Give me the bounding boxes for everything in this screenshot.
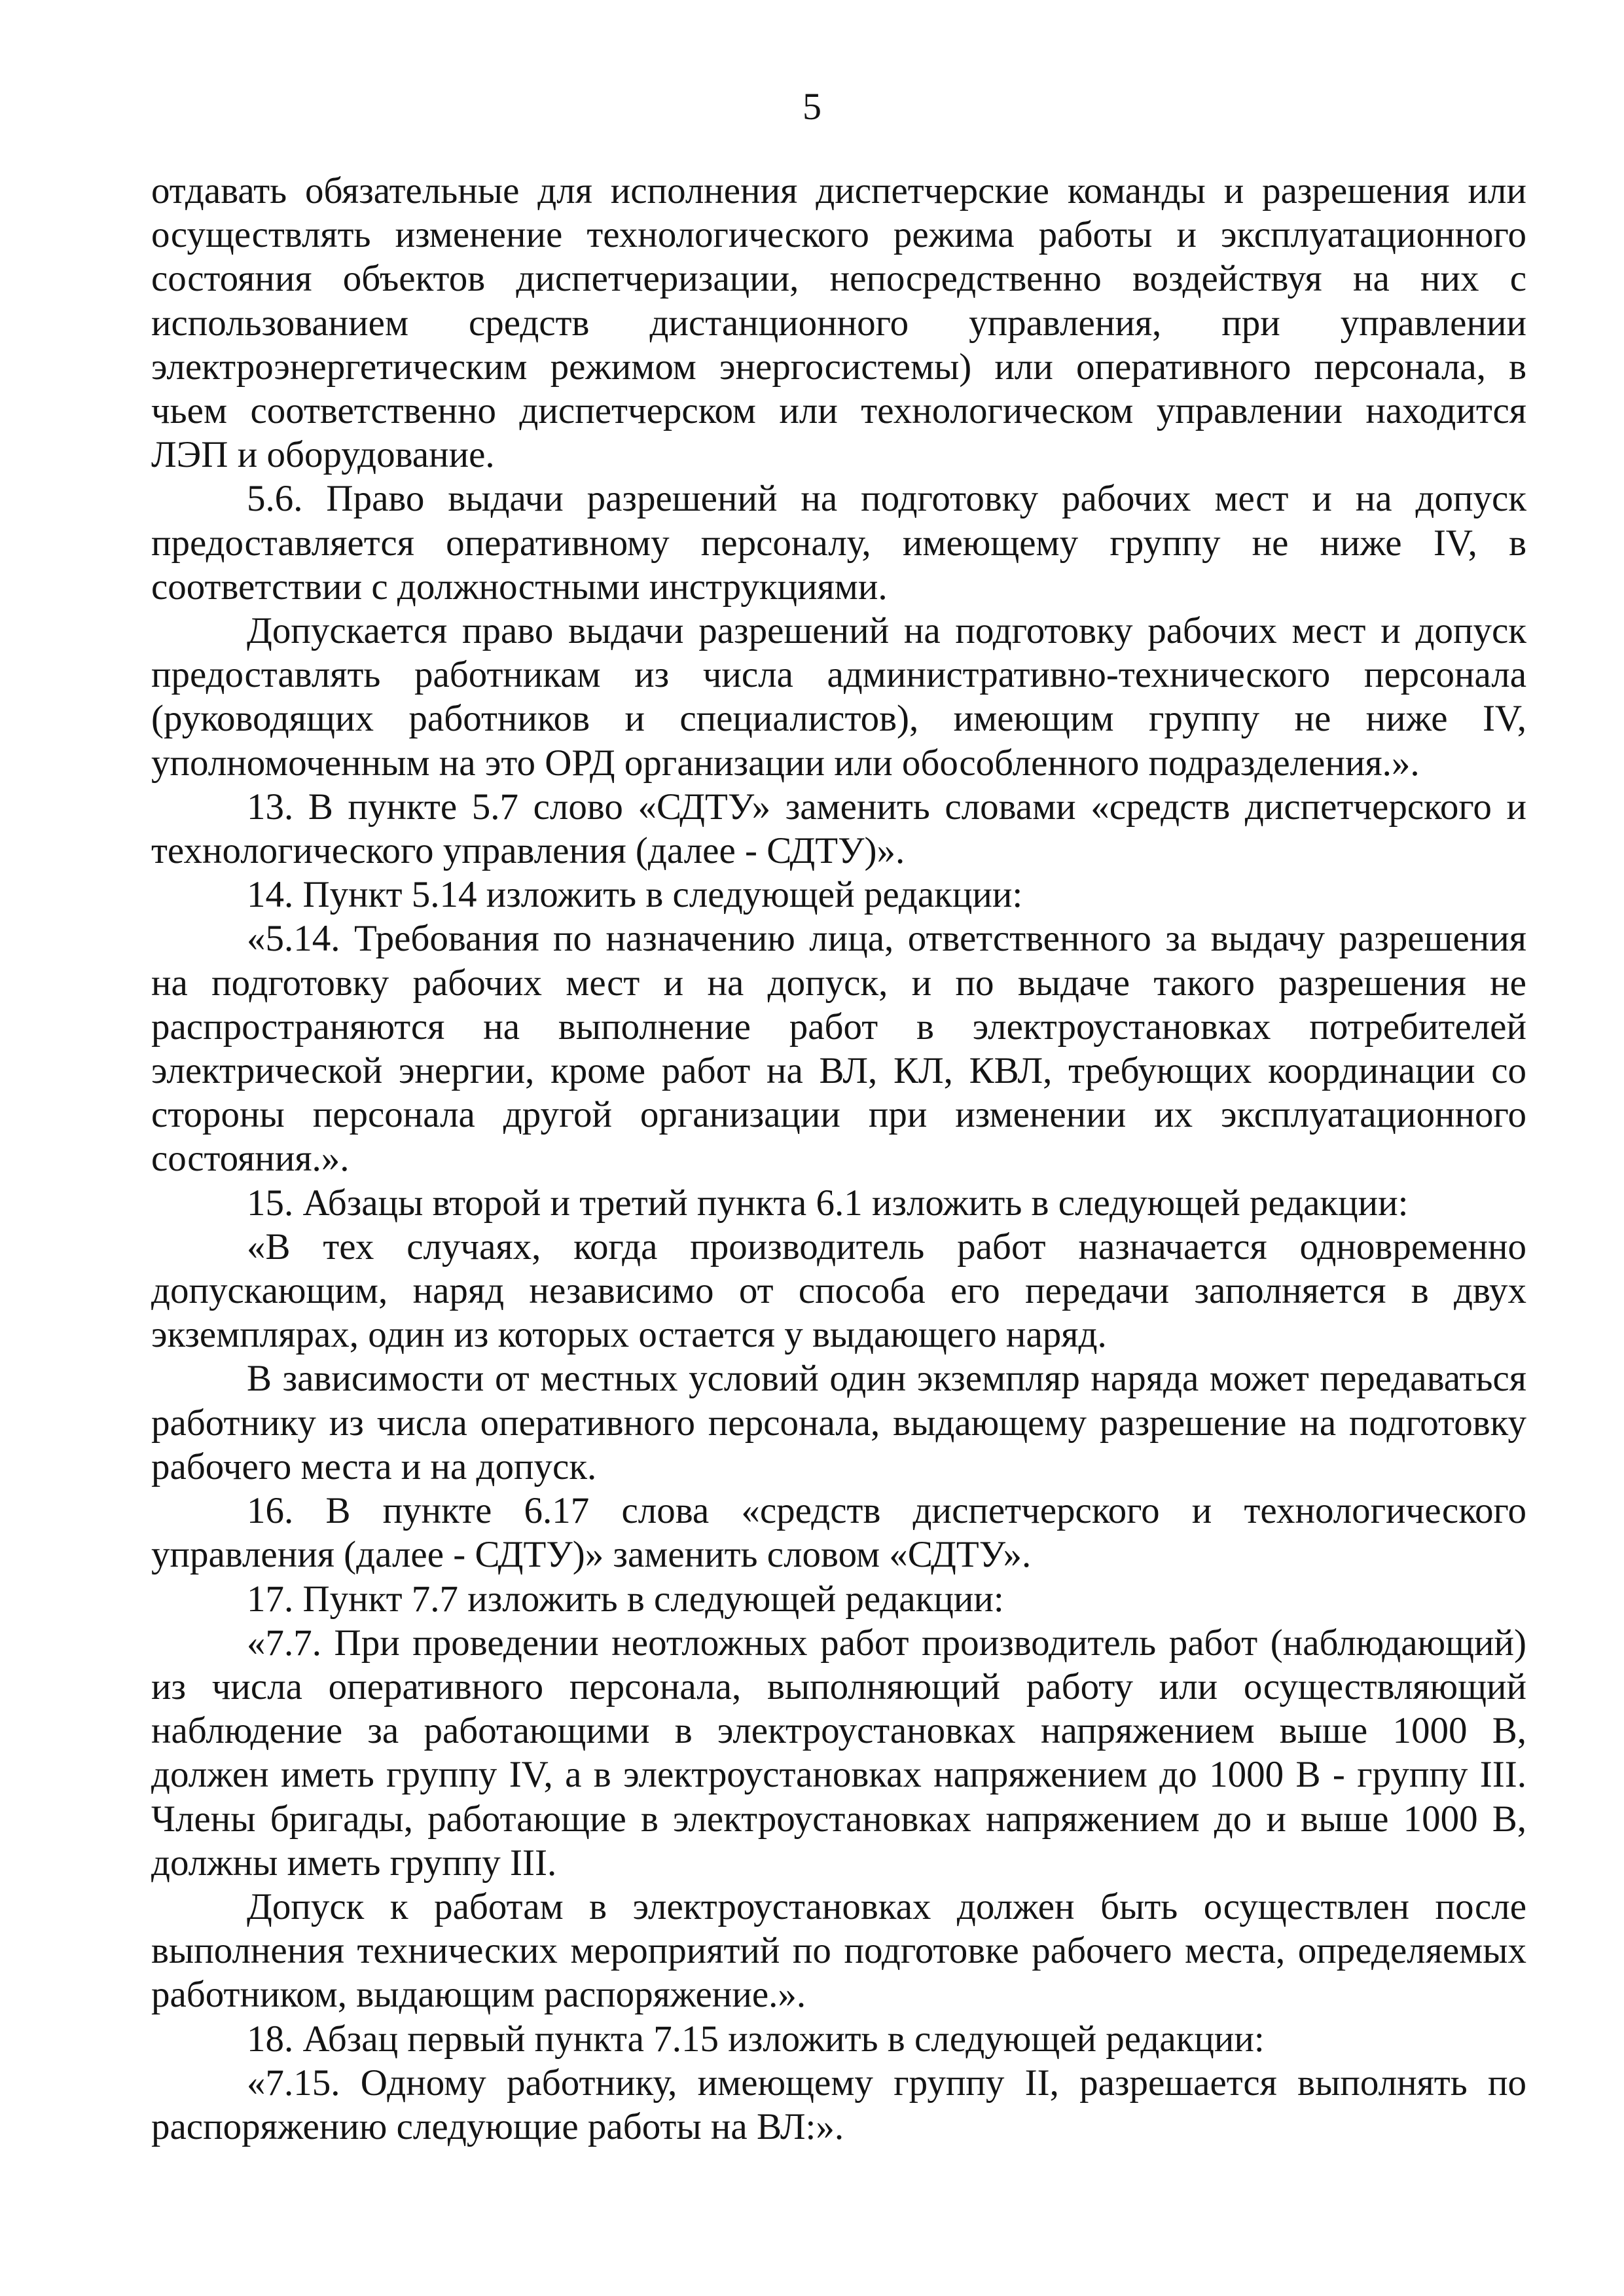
paragraph-7-7-admission: Допуск к работам в электроустановках должен быть осуществлен после выполнения технических мероприятий по подготовке рабочего места, определяемых работником, выдающим распоряжение.». (151, 1886, 1526, 2016)
paragraph-7-7: «7.7. При проведении неотложных работ производитель работ (наблюдающий) из числа оперативного персонала, выполняющий работу или осуществляющий наблюдение за работающими в электроустановках напряжением выше 1000 В, должен иметь группу IV, а в электроустановках напряжением до 1000 В - группу III. Члены бригады, работающие в электроустановках напряжением до и выше 1000 В, должны иметь группу III. (151, 1622, 1526, 1884)
paragraph-item-16: 16. В пункте 6.17 слова «средств диспетчерского и технологического управления (далее - СДТУ)» заменить словом «СДТУ». (151, 1490, 1526, 1576)
paragraph-item-18: 18. Абзац первый пункта 7.15 изложить в следующей редакции: (247, 2018, 1265, 2060)
paragraph-item-15: 15. Абзацы второй и третий пункта 6.1 изложить в следующей редакции: (247, 1182, 1409, 1224)
paragraph-item-13: 13. В пункте 5.7 слово «СДТУ» заменить словами «средств диспетчерского и технологического управления (далее - СДТУ)». (151, 786, 1526, 872)
paragraph-5-14: «5.14. Требования по назначению лица, ответственного за выдачу разрешения на подготовку рабочих мест и на допуск, и по выдаче такого разрешения не распространяются на выполнение работ в электроустановках потребителей электрической энергии, кроме работ на ВЛ, КЛ, КВЛ, требующих координации со стороны персонала другой организации при изменении их эксплуатационного состояния.». (151, 918, 1526, 1180)
paragraph-7-15: «7.15. Одному работнику, имеющему группу II, разрешается выполнять по распоряжению следующие работы на ВЛ:». (151, 2062, 1526, 2147)
document-body (151, 169, 1526, 2149)
paragraph-5-6-admission: Допускается право выдачи разрешений на подготовку рабочих мест и допуск предоставлять работникам из числа административно-технического персонала (руководящих работников и специалистов), имеющим группу не ниже IV, уполномоченным на это ОРД организации или обособленного подразделения.». (151, 610, 1526, 784)
paragraph-item-14: 14. Пункт 5.14 изложить в следующей редакции: (247, 874, 1023, 916)
paragraph-5-6: 5.6. Право выдачи разрешений на подготовку рабочих мест и на допуск предоставляется оперативному персоналу, имеющему группу не ниже IV, в соответствии с должностными инструкциями. (151, 478, 1526, 608)
paragraph-continuation: отдавать обязательные для исполнения диспетчерские команды и разрешения или осуществлять изменение технологического режима работы и эксплуатационного состояния объектов диспетчеризации, непосредственно воздействуя на них с использованием средств дистанционного управления, при управлении электроэнергетическим режимом энергосистемы) или оперативного персонала, в чьем соответственно диспетчерском или технологическом управлении находится ЛЭП и оборудование. (151, 170, 1526, 476)
page-number: 5 (803, 85, 821, 128)
paragraph-6-1-second: «В тех случаях, когда производитель работ назначается одновременно допускающим, наряд независимо от способа его передачи заполняется в двух экземплярах, один из которых остается у выдающего наряд. (151, 1226, 1526, 1356)
paragraph-item-17: 17. Пункт 7.7 изложить в следующей редакции: (247, 1578, 1004, 1620)
paragraph-6-1-third: В зависимости от местных условий один экземпляр наряда может передаваться работнику из числа оперативного персонала, выдающему разрешение на подготовку рабочего места и на допуск. (151, 1358, 1526, 1487)
